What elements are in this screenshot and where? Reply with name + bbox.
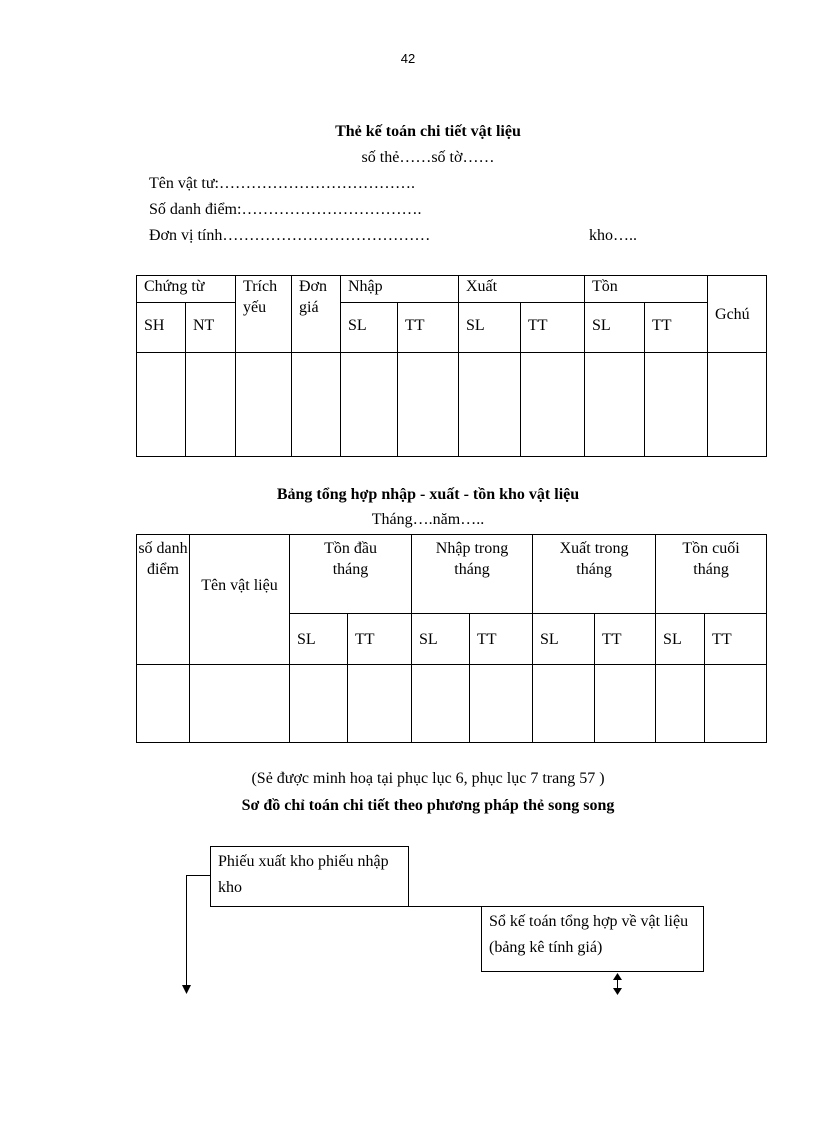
header-export-tt: TT	[521, 303, 585, 353]
header-import-sl: SL	[341, 303, 398, 353]
appendix-note: (Sẻ được minh hoạ tại phục lục 6, phục lục 7 trang 57 )	[251, 770, 605, 787]
header-imports: Nhập trong tháng	[412, 535, 533, 614]
summary-subtitle: Tháng….năm…..	[371, 511, 485, 528]
header-unit-price: Đơn giá	[292, 276, 341, 353]
box-vouchers: Phiếu xuất kho phiếu nhập kho	[210, 846, 409, 907]
summary-title: Bảng tổng hợp nhập - xuất - tồn kho vật liệu	[276, 486, 580, 503]
header-opening-tt: TT	[348, 614, 412, 665]
header-closing-tt: TT	[705, 614, 767, 665]
box-general-ledger: Sổ kế toán tổng hợp về vật liệu (bảng kê tính giá)	[481, 906, 704, 972]
header-stock-tt: TT	[645, 303, 708, 353]
header-nt: NT	[186, 303, 236, 353]
header-sh: SH	[137, 303, 186, 353]
field-material-name: Tên vật tư:……………………………….	[149, 175, 415, 192]
header-import: Nhập	[341, 276, 459, 303]
header-note: Gchú	[708, 276, 767, 353]
card-title: Thẻ kế toán chi tiết vật liệu	[335, 123, 521, 140]
field-unit: Đơn vị tính…………………………………	[149, 227, 431, 244]
page-number: 42	[400, 51, 416, 66]
field-code: Số danh điểm:…………………………….	[149, 201, 422, 218]
header-summary: Trích yếu	[236, 276, 292, 353]
field-warehouse: kho…..	[589, 227, 637, 244]
connector-line	[186, 875, 187, 988]
diagram-title: Sơ đồ chỉ toán chi tiết theo phương pháp thẻ song song	[241, 797, 615, 814]
summary-table-row	[137, 665, 767, 743]
header-voucher: Chứng từ	[137, 276, 236, 303]
header-opening: Tồn đầu tháng	[290, 535, 412, 614]
header-exports-tt: TT	[595, 614, 656, 665]
header-code: số danh điểm	[137, 535, 190, 665]
header-import-tt: TT	[398, 303, 459, 353]
card-subtitle: số thẻ……số tờ……	[361, 149, 495, 166]
card-table	[136, 275, 767, 457]
header-closing: Tồn cuối tháng	[656, 535, 767, 614]
header-export: Xuất	[459, 276, 585, 303]
header-export-sl: SL	[459, 303, 521, 353]
header-stock-sl: SL	[585, 303, 645, 353]
header-imports-sl: SL	[412, 614, 470, 665]
double-arrow-icon	[611, 972, 624, 996]
header-opening-sl: SL	[290, 614, 348, 665]
header-stock: Tồn	[585, 276, 708, 303]
connector-line	[408, 906, 481, 907]
header-exports: Xuất trong tháng	[533, 535, 656, 614]
header-imports-tt: TT	[470, 614, 533, 665]
header-closing-sl: SL	[656, 614, 705, 665]
card-table-row	[137, 353, 767, 457]
arrow-down-icon	[180, 984, 193, 996]
header-exports-sl: SL	[533, 614, 595, 665]
header-name: Tên vật liệu	[190, 535, 290, 665]
connector-line	[186, 875, 211, 876]
summary-table	[136, 534, 767, 743]
